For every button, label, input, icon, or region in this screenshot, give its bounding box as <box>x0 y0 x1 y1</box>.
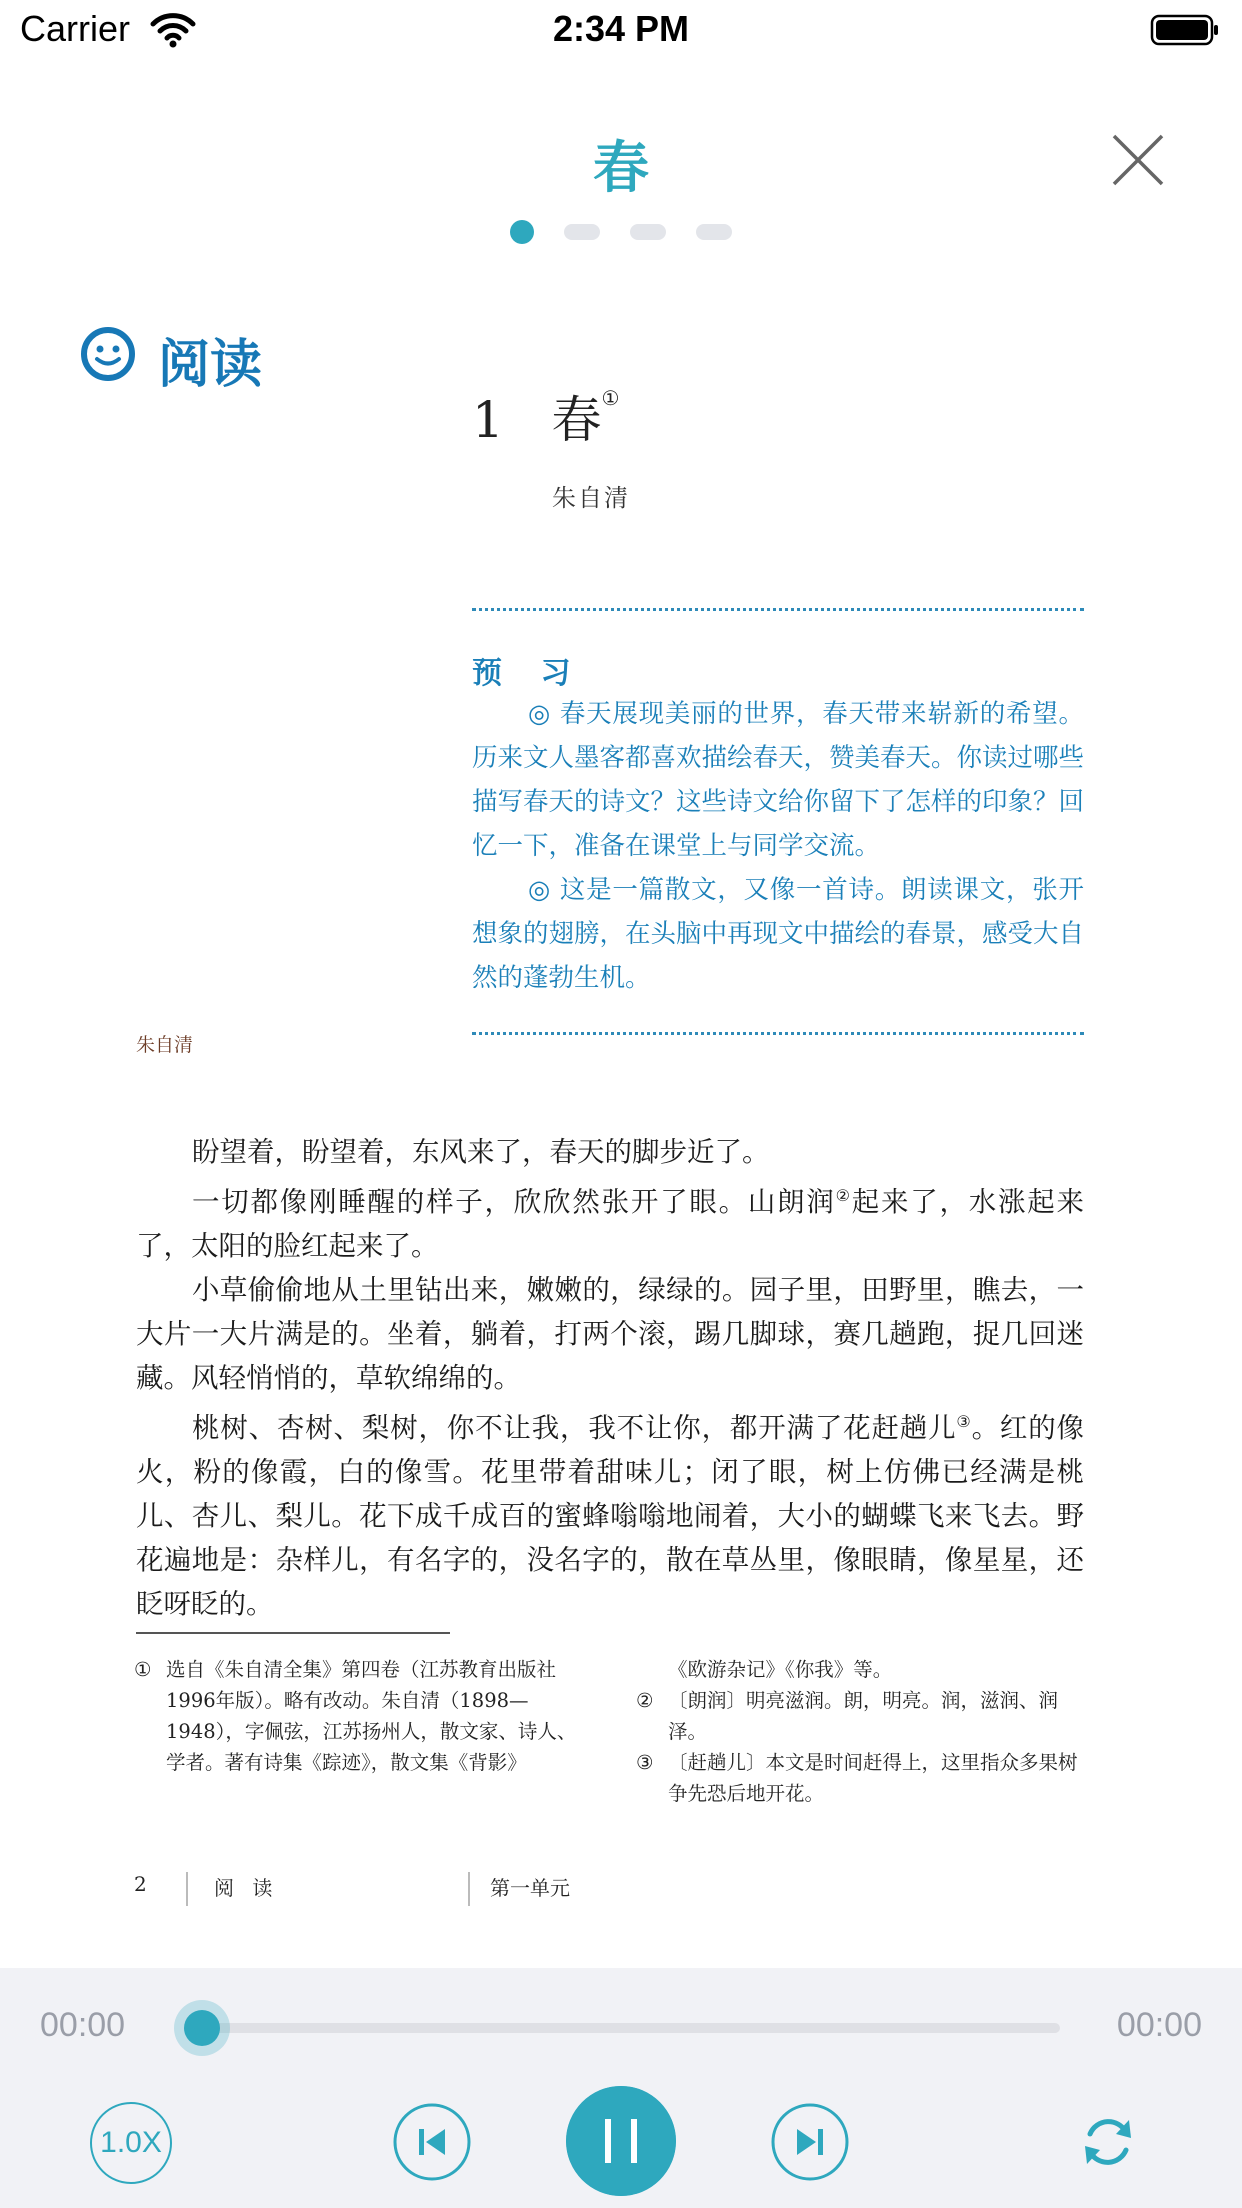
progress-track[interactable] <box>204 2023 1060 2033</box>
footnote-divider <box>136 1632 450 1634</box>
next-track-button[interactable] <box>770 2102 850 2182</box>
smiley-icon <box>80 326 136 382</box>
preview-divider-top <box>472 608 1084 611</box>
body-paragraph <box>136 1174 1084 1268</box>
body-paragraph <box>136 1400 1084 1626</box>
body-text: 。红的像火，粉的像霞，白的像雪。花里带着甜味儿；闭了眼，树上仿佛已经满是桃儿、杏儿、梨儿。花下成千成百的蜜蜂嗡嗡地闹着，大小的蝴蝶飞来飞去。野花遍地是：杂样儿，有名字的，没名字的，散在草丛里，像眼睛，像星星，还眨呀眨的。 <box>136 1412 1085 1621</box>
skip-forward-icon <box>797 2129 823 2155</box>
footer-section: 阅 读 <box>214 1876 279 1900</box>
footnote-text: 〔赶趟儿〕本文是时间赶得上，这里指众多果树争先恐后地开花。 <box>668 1751 1078 1805</box>
progress-thumb[interactable] <box>184 2010 220 2046</box>
page-indicator <box>0 220 1242 244</box>
lesson-body <box>136 1130 1084 1626</box>
page-dot[interactable] <box>564 224 600 240</box>
playback-speed-button[interactable]: 1.0X <box>90 2102 172 2184</box>
footer-unit: 第一单元 <box>490 1876 570 1900</box>
repeat-icon <box>1085 2120 1131 2164</box>
footnote-text: 选自《朱自清全集》第四卷（江苏教育出版社1996年版）。略有改动。朱自清（1898—1948），字佩弦，江苏扬州人，散文家、诗人、学者。著有诗集《踪迹》，散文集《背影》 <box>166 1658 577 1774</box>
previous-track-button[interactable] <box>392 2102 472 2182</box>
repeat-button[interactable] <box>1076 2110 1140 2174</box>
footnote-continuation: 《欧游杂记》《你我》等。 <box>668 1658 893 1681</box>
footnote-item <box>636 1685 1086 1747</box>
preview-paragraph: ◎ 春天展现美丽的世界，春天带来崭新的希望。历来文人墨客都喜欢描绘春天，赞美春天。你读过哪些描写春天的诗文？这些诗文给你留下了怎样的印象？回忆一下，准备在课堂上与同学交流。 <box>472 699 1085 861</box>
body-text: 桃树、杏树、梨树，你不让我，我不让你，都开满了花赶趟儿 <box>192 1412 957 1445</box>
body-text: 起来了，水涨起来了，太阳的脸红起来了。 <box>136 1186 1085 1263</box>
lesson-title-text: 春 <box>551 391 602 449</box>
body-paragraph: 盼望着，盼望着，东风来了，春天的脚步近了。 <box>192 1136 770 1168</box>
preview-heading: 预 习 <box>472 656 585 691</box>
lesson-title <box>472 380 619 452</box>
skip-back-icon <box>419 2129 445 2155</box>
battery-icon <box>1150 14 1220 46</box>
page-dot-active[interactable] <box>510 220 534 244</box>
footnote-ref[interactable]: ② <box>835 1186 852 1205</box>
current-time: 00:00 <box>40 2006 126 2044</box>
footnotes-right-column <box>636 1654 1086 1809</box>
status-time: 2:34 PM <box>552 8 690 49</box>
footnote-mark: ③ <box>636 1751 654 1774</box>
footnote-item <box>134 1654 594 1778</box>
total-time: 00:00 <box>1116 2006 1202 2044</box>
page-dot[interactable] <box>696 224 732 240</box>
page-number: 2 <box>134 1872 147 1896</box>
preview-paragraph: ◎ 这是一篇散文，又像一首诗。朗读课文，张开想象的翅膀，在头脑中再现文中描绘的春景，感受大自然的蓬勃生机。 <box>472 875 1085 993</box>
body-text: 一切都像刚睡醒的样子，欣欣然张开了眼。山朗润 <box>192 1186 836 1219</box>
status-carrier: Carrier <box>20 8 131 49</box>
play-pause-button[interactable] <box>566 2086 676 2196</box>
footnotes-left-column <box>134 1654 594 1778</box>
body-paragraph: 小草偷偷地从土里钻出来，嫩嫩的，绿绿的。园子里，田野里，瞧去，一大片一大片满是的。坐着，躺着，打两个滚，踢几脚球，赛几趟跑，捉几回迷藏。风轻悄悄的，草软绵绵的。 <box>136 1274 1084 1395</box>
page-dot[interactable] <box>630 224 666 240</box>
footer-divider <box>468 1872 470 1906</box>
footnote-text: 〔朗润〕明亮滋润。朗，明亮。润，滋润、润泽。 <box>668 1689 1059 1743</box>
preview-body <box>472 692 1084 1000</box>
lesson-title-note: ① <box>601 386 620 410</box>
footnote-item <box>636 1747 1086 1809</box>
footnote-ref[interactable]: ③ <box>956 1412 972 1432</box>
footnote-mark: ② <box>636 1689 654 1712</box>
preview-divider-bottom <box>472 1032 1084 1035</box>
lesson-author: 朱自清 <box>552 484 630 512</box>
lesson-number: 1 <box>472 391 504 449</box>
author-caption: 朱自清 <box>136 1034 194 1056</box>
footer-divider <box>186 1872 188 1906</box>
section-title: 阅读 <box>158 334 263 395</box>
footnote-mark: ① <box>134 1658 152 1681</box>
close-button[interactable] <box>1108 130 1168 190</box>
page-title: 春 <box>593 135 649 201</box>
